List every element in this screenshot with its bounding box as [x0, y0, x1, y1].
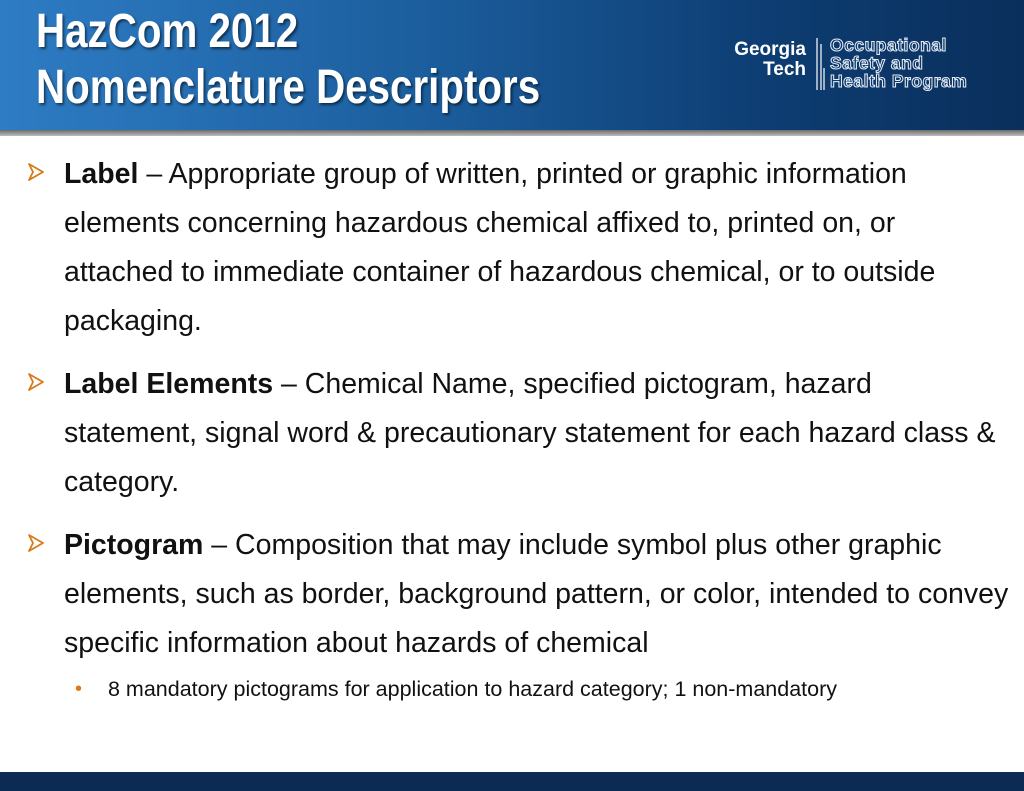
georgia-tech-wordmark — [734, 40, 806, 80]
footer-bar — [0, 772, 1024, 791]
bullet-term: Pictogram — [64, 529, 204, 561]
logo-program-line-2: Safety and — [830, 53, 924, 73]
title-line-2: Nomenclature Descriptors — [36, 61, 541, 114]
bullet-text — [64, 360, 1011, 507]
bullet-text — [64, 521, 1011, 668]
title-line-1: HazCom 2012 — [36, 5, 299, 58]
dot-bullet-icon: • — [75, 678, 83, 700]
bullet-term: Label — [64, 158, 139, 190]
bullet-label — [26, 150, 1011, 346]
bullet-definition: – Chemical Name, specified pictogram, hazard statement, signal word & precautionary statement for each hazard class & category. — [64, 368, 996, 498]
logo-program-line-3: Health Program — [830, 71, 968, 91]
header-banner — [0, 0, 1024, 130]
bullet-label-elements — [26, 360, 1011, 507]
georgia-tech-oshp-logo — [706, 36, 1018, 94]
bullet-term: Label Elements — [64, 368, 274, 400]
arrow-bullet-icon — [26, 533, 46, 553]
bullet-pictogram — [26, 521, 1011, 668]
slide-title — [36, 4, 636, 116]
bullet-definition: – Appropriate group of written, printed or graphic information elements concerning hazardous chemical affixed to, printed on, or attached to immediate container of hazardous chemical, or to outside packaging. — [64, 158, 936, 337]
logo-tech-text: Tech — [763, 59, 806, 80]
logo-program-line-1: Occupational — [830, 35, 947, 55]
tower-divider-icon — [814, 38, 826, 90]
logo-georgia-text: Georgia — [734, 39, 806, 60]
bullet-text — [64, 150, 1011, 346]
sub-bullet-mandatory-pictograms — [26, 674, 1011, 704]
slide-content — [26, 150, 1011, 704]
sub-bullet-text: 8 mandatory pictograms for application to hazard category; 1 non-mandatory — [108, 677, 838, 701]
oshp-wordmark — [830, 36, 967, 90]
arrow-bullet-icon — [26, 162, 46, 182]
arrow-bullet-icon — [26, 372, 46, 392]
bullet-definition: – Composition that may include symbol plus other graphic elements, such as border, background pattern, or color, intended to convey specific information about hazards of chemical — [64, 529, 1009, 659]
header-divider — [0, 130, 1024, 136]
